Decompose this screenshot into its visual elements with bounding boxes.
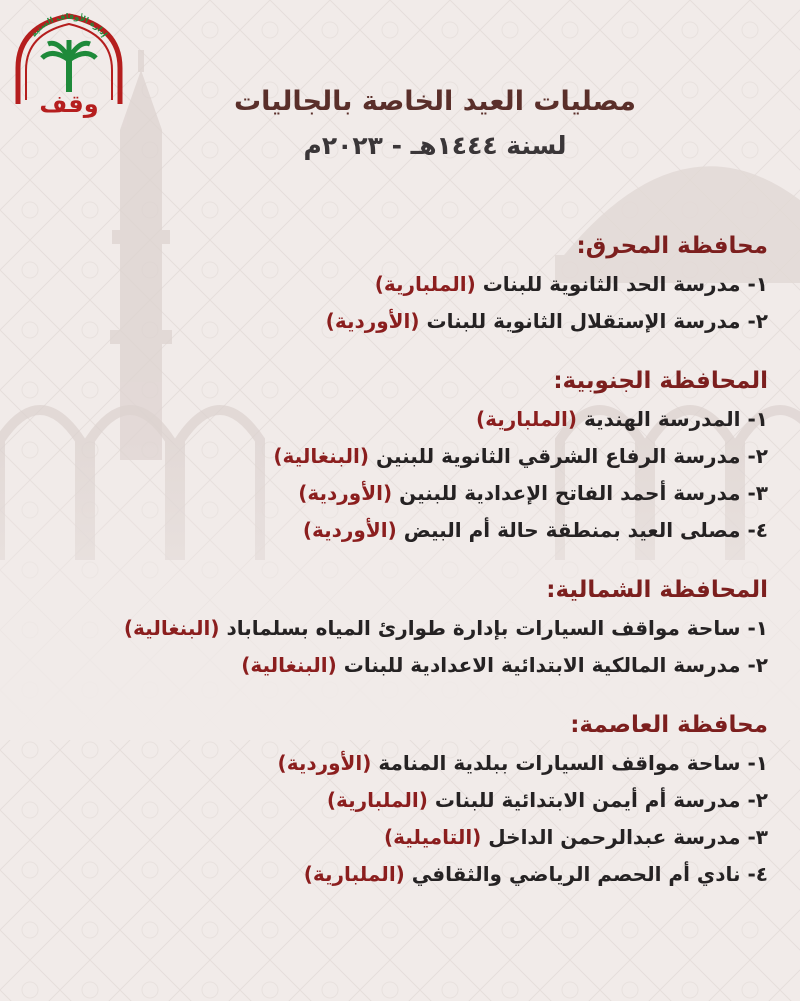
item-name: ٣- مدرسة أحمد الفاتح الإعدادية للبنين xyxy=(399,481,768,505)
item-name: ٤- نادي أم الحصم الرياضي والثقافي xyxy=(411,862,768,886)
item-name: ١- ساحة مواقف السيارات بإدارة طوارئ المياه بسلماباد xyxy=(226,616,768,640)
community-tag: (البنغالية) xyxy=(241,653,337,677)
section-title: محافظة العاصمة: xyxy=(570,712,768,738)
awqaf-logo xyxy=(10,8,128,118)
page-title: مصليات العيد الخاصة بالجاليات xyxy=(234,86,636,117)
svg-text:وقف: وقف xyxy=(39,90,99,118)
section-northern xyxy=(30,570,768,684)
list-item xyxy=(30,401,768,438)
section-southern xyxy=(30,361,768,549)
section-capital xyxy=(30,705,768,893)
list-item xyxy=(30,303,768,340)
list-item xyxy=(30,819,768,856)
community-tag: (الملبارية) xyxy=(475,407,578,431)
list-item xyxy=(30,475,768,512)
item-name: ٢- مدرسة الرفاع الشرقي الثانوية للبنين xyxy=(375,444,768,468)
community-tag: (الأوردية) xyxy=(302,518,397,542)
community-tag: (الملبارية) xyxy=(326,788,428,812)
item-name: ٢- مدرسة الإستقلال الثانوية للبنات xyxy=(426,309,768,333)
item-name: ١- المدرسة الهندية xyxy=(583,407,768,431)
item-name: ٣- مدرسة عبدالرحمن الداخل xyxy=(488,825,768,849)
page-subtitle-year: لسنة ١٤٤٤هـ - ٢٠٢٣م xyxy=(303,131,567,160)
list-item xyxy=(30,856,768,893)
list-item xyxy=(30,610,768,647)
item-name: ٤- مصلى العيد بمنطقة حالة أم البيض xyxy=(403,518,768,542)
svg-text:إدارة الأوقاف السنية: إدارة الأوقاف السنية xyxy=(29,11,110,39)
page-header xyxy=(180,80,690,168)
community-tag: (البنغالية) xyxy=(273,444,369,468)
list-item xyxy=(30,745,768,782)
community-tag: (الأوردية) xyxy=(298,481,393,505)
section-muharraq xyxy=(30,226,768,340)
item-name: ١- مدرسة الحد الثانوية للبنات xyxy=(482,272,768,296)
list-item xyxy=(30,647,768,684)
section-title: المحافظة الجنوبية: xyxy=(553,368,768,394)
list-item xyxy=(30,266,768,303)
section-title: محافظة المحرق: xyxy=(576,233,768,259)
community-tag: (الملبارية) xyxy=(303,862,405,886)
list-item xyxy=(30,782,768,819)
community-tag: (التاميلية) xyxy=(384,825,482,849)
item-name: ١- ساحة مواقف السيارات ببلدية المنامة xyxy=(378,751,768,775)
list-item xyxy=(30,512,768,549)
item-name: ٢- مدرسة أم أيمن الابتدائية للبنات xyxy=(434,788,768,812)
prayer-locations-list xyxy=(30,226,768,914)
section-title: المحافظة الشمالية: xyxy=(546,577,768,603)
community-tag: (البنغالية) xyxy=(123,616,220,640)
item-name: ٢- مدرسة المالكية الابتدائية الاعدادية للبنات xyxy=(343,653,768,677)
community-tag: (الملبارية) xyxy=(374,272,476,296)
community-tag: (الأوردية) xyxy=(325,309,420,333)
palm-tree-logo-icon xyxy=(10,8,128,118)
community-tag: (الأوردية) xyxy=(277,751,372,775)
list-item xyxy=(30,438,768,475)
